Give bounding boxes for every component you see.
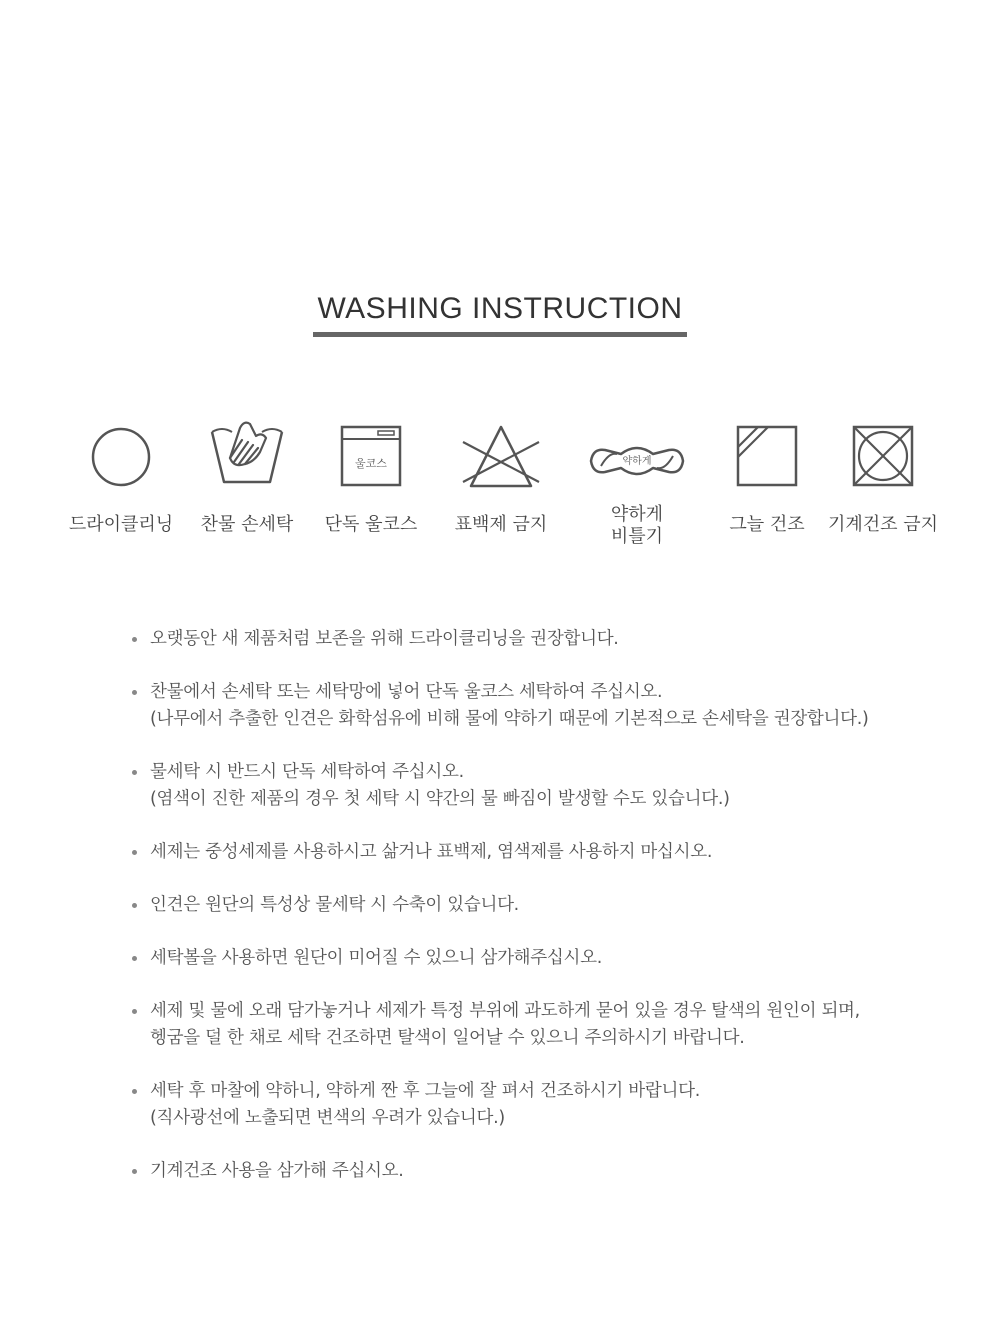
instruction-text-cont: 헹굼을 덜 한 채로 세탁 건조하면 탈색이 일어날 수 있으니 주의하시기 바랍니다. [150, 1028, 745, 1048]
care-symbol-no-tumble-dry [818, 420, 948, 560]
wool-course-inner-text: 울코스 [355, 457, 387, 470]
title-wrap [0, 292, 1000, 337]
instruction-note: (염색이 진한 제품의 경우 첫 세탁 시 약간의 물 빠짐이 발생할 수도 있습니다.) [150, 789, 730, 809]
care-symbol-no-bleach [436, 420, 566, 560]
care-symbol-wool-course [306, 420, 436, 560]
instruction-item [132, 759, 952, 813]
icon-label: 표백제 금지 [454, 514, 548, 535]
instruction-item [132, 839, 952, 866]
care-symbol-cold-hand-wash [182, 420, 312, 560]
bullet-icon [132, 903, 137, 908]
page-title: WASHING INSTRUCTION [313, 292, 686, 337]
icon-label: 약하게 비틀기 [610, 504, 664, 547]
icon-label: 단독 울코스 [324, 514, 418, 535]
care-symbol-shade-dry [702, 420, 832, 560]
gentle-wring-icon [587, 444, 687, 478]
instruction-text: 세탁볼을 사용하면 원단이 미어질 수 있으니 삼가해주십시오. [150, 948, 602, 968]
bullet-icon [132, 1089, 137, 1094]
icon-label: 찬물 손세탁 [200, 514, 294, 535]
instruction-text: 세제는 중성세제를 사용하시고 삶거나 표백제, 염색제를 사용하지 마십시오. [150, 842, 713, 862]
bullet-icon [132, 850, 137, 855]
icon-label: 드라이클리닝 [68, 514, 174, 535]
instruction-text: 기계건조 사용을 삼가해 주십시오. [150, 1161, 404, 1181]
care-symbol-dry-cleaning [56, 420, 186, 560]
no-bleach-icon [459, 424, 543, 490]
instruction-text: 세탁 후 마찰에 약하니, 약하게 짠 후 그늘에 잘 펴서 건조하시기 바랍니다. [150, 1081, 700, 1101]
instruction-text: 인견은 원단의 특성상 물세탁 시 수축이 있습니다. [150, 895, 519, 915]
care-icons [0, 420, 1000, 560]
instruction-text: 세제 및 물에 오래 담가놓거나 세제가 특정 부위에 과도하게 묻어 있을 경우 탈색의 원인이 되며, [150, 1001, 860, 1021]
gentle-wring-inner-text: 약하게 [622, 456, 652, 467]
dry-cleaning-icon [90, 426, 152, 488]
instruction-text: 오랫동안 새 제품처럼 보존을 위해 드라이클리닝을 권장합니다. [150, 629, 619, 649]
instruction-item [132, 998, 952, 1052]
instruction-text: 찬물에서 손세탁 또는 세탁망에 넣어 단독 울코스 세탁하여 주십시오. [150, 682, 663, 702]
bullet-icon [132, 956, 137, 961]
care-symbol-gentle-wring [572, 420, 702, 560]
wool-course-icon [340, 425, 402, 487]
bullet-icon [132, 770, 137, 775]
instruction-item [132, 945, 952, 972]
instruction-item [132, 1078, 952, 1132]
cold-hand-wash-icon [208, 416, 286, 486]
instruction-item [132, 679, 952, 733]
instruction-text: 물세탁 시 반드시 단독 세탁하여 주십시오. [150, 762, 464, 782]
instruction-item [132, 892, 952, 919]
instruction-item [132, 1158, 952, 1185]
icon-label: 그늘 건조 [729, 514, 805, 535]
no-tumble-dry-icon [852, 425, 914, 487]
instruction-list [132, 626, 952, 1211]
shade-dry-icon [736, 425, 798, 487]
bullet-icon [132, 1009, 137, 1014]
instruction-note: (직사광선에 노출되면 변색의 우려가 있습니다.) [150, 1108, 505, 1128]
bullet-icon [132, 637, 137, 642]
bullet-icon [132, 1169, 137, 1174]
icon-label: 기계건조 금지 [827, 514, 939, 535]
instruction-note: (나무에서 추출한 인견은 화학섬유에 비해 물에 약하기 때문에 기본적으로 손세탁을 권장합니다.) [150, 709, 869, 729]
instruction-item [132, 626, 952, 653]
bullet-icon [132, 690, 137, 695]
